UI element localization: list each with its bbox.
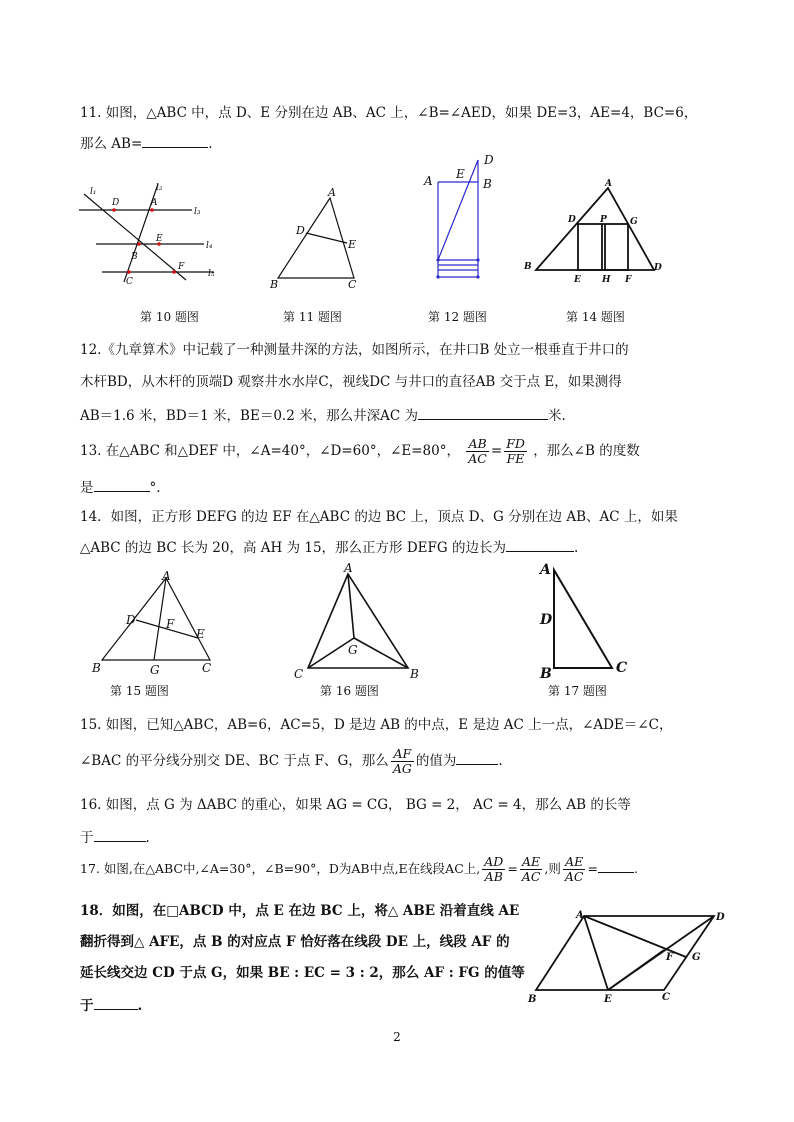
fig15-label-E: E xyxy=(196,627,205,641)
problem-12-end: 米. xyxy=(547,408,566,424)
figure-17 xyxy=(536,558,636,680)
fraction-af-ag: $\frac{AF}{AG}$ xyxy=(392,746,412,776)
fig11-label-B: B xyxy=(270,278,279,291)
page-number: 2 xyxy=(393,1030,401,1044)
fig12-label-A: A xyxy=(424,174,433,188)
fig10-label-l4: l₄ xyxy=(206,241,213,251)
answer-blank-15[interactable] xyxy=(456,750,498,765)
fig14-label-B: B xyxy=(524,262,532,272)
fig17-label-C: C xyxy=(616,660,628,676)
fig14-label-D: D xyxy=(568,215,576,225)
problem-15-line2: ∠BAC 的平分线分别交 DE、BC 于点 F、G，那么 $\frac{AF}{AG}$ 的值为 . xyxy=(80,746,503,776)
fig16-label-C: C xyxy=(294,667,304,681)
fig14-label-P: P xyxy=(600,215,607,225)
fig15-label-F: F xyxy=(166,617,175,631)
caption-fig17: 第 17 题图 xyxy=(548,684,607,698)
figure-16 xyxy=(290,560,430,682)
caption-fig16: 第 16 题图 xyxy=(320,684,379,698)
problem-11-text: 那么 AB= xyxy=(80,136,143,152)
problem-17-line1: 17. 如图,在△ABC中,∠A=30°，∠B=90°，D为AB中点,E在线段AC上, $\frac{AD}{AB}$ = $\frac{AE}{AC}$ ,则 $\frac{AE}{AC}$ = . xyxy=(80,854,638,884)
fig18-label-G: G xyxy=(692,952,701,963)
fig15-label-B: B xyxy=(92,661,101,675)
problem-18-line4: 于 . xyxy=(80,995,142,1015)
fig18-label-F: F xyxy=(666,952,674,963)
fig14-label-D2: D xyxy=(654,263,662,273)
fraction-ad-ab: $\frac{AD}{AB}$ xyxy=(484,854,504,884)
problem-16-line1: 16. 如图，点 G 为 ΔABC 的重心，如果 AG = CG， BG = 2， AC = 4，那么 AB 的长等 xyxy=(80,797,631,813)
fig15-label-G: G xyxy=(150,663,160,677)
fig15-label-D: D xyxy=(126,613,136,627)
problem-13-line1: 13. 在△ABC 和△DEF 中，∠A=40°，∠D=60°，∠E=80°， $\frac{AB}{AC}$ = $\frac{FD}{FE}$ ，那么∠B 的度数 xyxy=(80,436,640,466)
problem-16-line2: 于 . xyxy=(80,827,150,847)
fig17-label-A: A xyxy=(540,562,551,578)
fig10-label-l1: l₁ xyxy=(90,187,97,197)
fig10-label-E: E xyxy=(156,234,163,244)
fig11-label-D: D xyxy=(296,224,305,237)
fig10-label-l3: l₃ xyxy=(194,207,201,217)
figure-10 xyxy=(74,178,224,290)
answer-blank-14[interactable] xyxy=(506,537,574,552)
fig16-label-G: G xyxy=(348,643,358,657)
problem-13-line2: 是 °. xyxy=(80,477,161,497)
fig18-label-B: B xyxy=(528,994,537,1005)
fraction-ae-ac: $\frac{AE}{AC}$ xyxy=(521,854,541,884)
answer-blank-13[interactable] xyxy=(94,477,150,492)
fig17-label-D: D xyxy=(540,612,553,628)
figure-14 xyxy=(518,176,668,286)
figure-15 xyxy=(88,568,224,680)
figure-12 xyxy=(420,150,502,282)
fig15-label-A: A xyxy=(162,569,171,583)
problem-11-line2 xyxy=(80,133,213,153)
fig14-label-E: E xyxy=(574,275,581,285)
fig16-label-B: B xyxy=(410,667,419,681)
fig16-label-A: A xyxy=(344,561,353,575)
problem-18-line1: 18．如图，在□ABCD 中，点 E 在边 BC 上，将△ ABE 沿着直线 AE xyxy=(80,903,520,919)
fig11-label-C: C xyxy=(348,278,357,291)
caption-fig11: 第 11 题图 xyxy=(283,310,342,324)
fig14-label-H: H xyxy=(602,275,611,285)
fig12-label-B: B xyxy=(483,177,492,191)
figure-11 xyxy=(262,184,370,292)
problem-18-line2: 翻折得到△ AFE，点 B 的对应点 F 恰好落在线段 DE 上，线段 AF 的 xyxy=(80,934,510,950)
fig12-label-E: E xyxy=(456,167,465,181)
fig10-label-C: C xyxy=(126,277,133,287)
problem-13-text: 13. 在△ABC 和△DEF 中，∠A=40°，∠D=60°，∠E=80°， xyxy=(80,443,460,459)
problem-11-line1: 11. 如图，△ABC 中，点 D、E 分别在边 AB、AC 上，∠B=∠AED，如果 DE=3，AE=4，BC=6， xyxy=(80,105,698,121)
fig18-label-D: D xyxy=(716,912,725,923)
fig14-label-F: F xyxy=(625,275,632,285)
fig11-label-E: E xyxy=(348,238,357,251)
answer-blank-17[interactable] xyxy=(598,858,634,873)
fig10-label-B: B xyxy=(131,252,138,262)
fig10-label-D: D xyxy=(112,198,120,208)
fraction-ae-ac-answer: $\frac{AE}{AC}$ xyxy=(564,854,584,884)
caption-fig14: 第 14 题图 xyxy=(566,310,625,324)
problem-13-text-b: ，那么∠B 的度数 xyxy=(533,443,640,459)
fig10-label-l5: l₅ xyxy=(208,269,215,279)
problem-18-line3: 延长线交边 CD 于点 G，如果 BE : EC = 3 : 2，那么 AF : FG 的值等 xyxy=(80,965,525,981)
problem-12-line1: 12.《九章算术》中记载了一种测量井深的方法，如图所示，在井口B 处立一根垂直于井口的 xyxy=(80,342,629,358)
caption-fig15: 第 15 题图 xyxy=(110,684,169,698)
fig15-label-C: C xyxy=(202,661,212,675)
problem-14-line1: 14．如图，正方形 DEFG 的边 EF 在△ABC 的边 BC 上，顶点 D、G 分别在边 AB、AC 上，如果 xyxy=(80,509,678,525)
figure-18 xyxy=(520,906,730,1006)
fig18-label-E: E xyxy=(604,994,612,1005)
problem-12-line2: 木杆BD，从木杆的顶端D 观察井水水岸C，视线DC 与井口的直径AB 交于点 E，如果测得 xyxy=(80,374,622,390)
fig18-label-C: C xyxy=(662,992,670,1003)
fig14-label-A: A xyxy=(605,179,612,189)
fig10-label-F: F xyxy=(178,262,185,272)
answer-blank-18[interactable] xyxy=(94,995,138,1010)
problem-12-line3 xyxy=(80,405,566,425)
problem-11-end: . xyxy=(208,136,213,152)
fig11-label-A: A xyxy=(328,186,336,199)
fig10-label-A: A xyxy=(151,198,158,208)
problem-15-line1: 15. 如图，已知△ABC，AB=6，AC=5，D 是边 AB 的中点，E 是边 AC 上一点，∠ADE＝∠C， xyxy=(80,717,673,733)
problem-12-text: AB＝1.6 米，BD＝1 米，BE＝0.2 米，那么井深AC 为 xyxy=(80,408,418,424)
fig17-label-B: B xyxy=(540,666,552,680)
fig18-label-A: A xyxy=(576,910,584,921)
answer-blank-12[interactable] xyxy=(418,405,548,420)
problem-14-line2: △ABC 的边 BC 长为 20，高 AH 为 15，那么正方形 DEFG 的边长为 . xyxy=(80,537,578,557)
fraction-fd-fe: $\frac{FD}{FE}$ xyxy=(506,436,525,466)
answer-blank-11[interactable] xyxy=(142,133,208,148)
caption-fig10: 第 10 题图 xyxy=(140,310,199,324)
caption-fig12: 第 12 题图 xyxy=(428,310,487,324)
fig10-label-l2: l₂ xyxy=(156,183,163,193)
fig12-label-D: D xyxy=(484,153,494,167)
answer-blank-16[interactable] xyxy=(94,827,146,842)
fig14-label-G: G xyxy=(630,217,638,227)
fraction-ab-ac: $\frac{AB}{AC}$ xyxy=(468,436,487,466)
